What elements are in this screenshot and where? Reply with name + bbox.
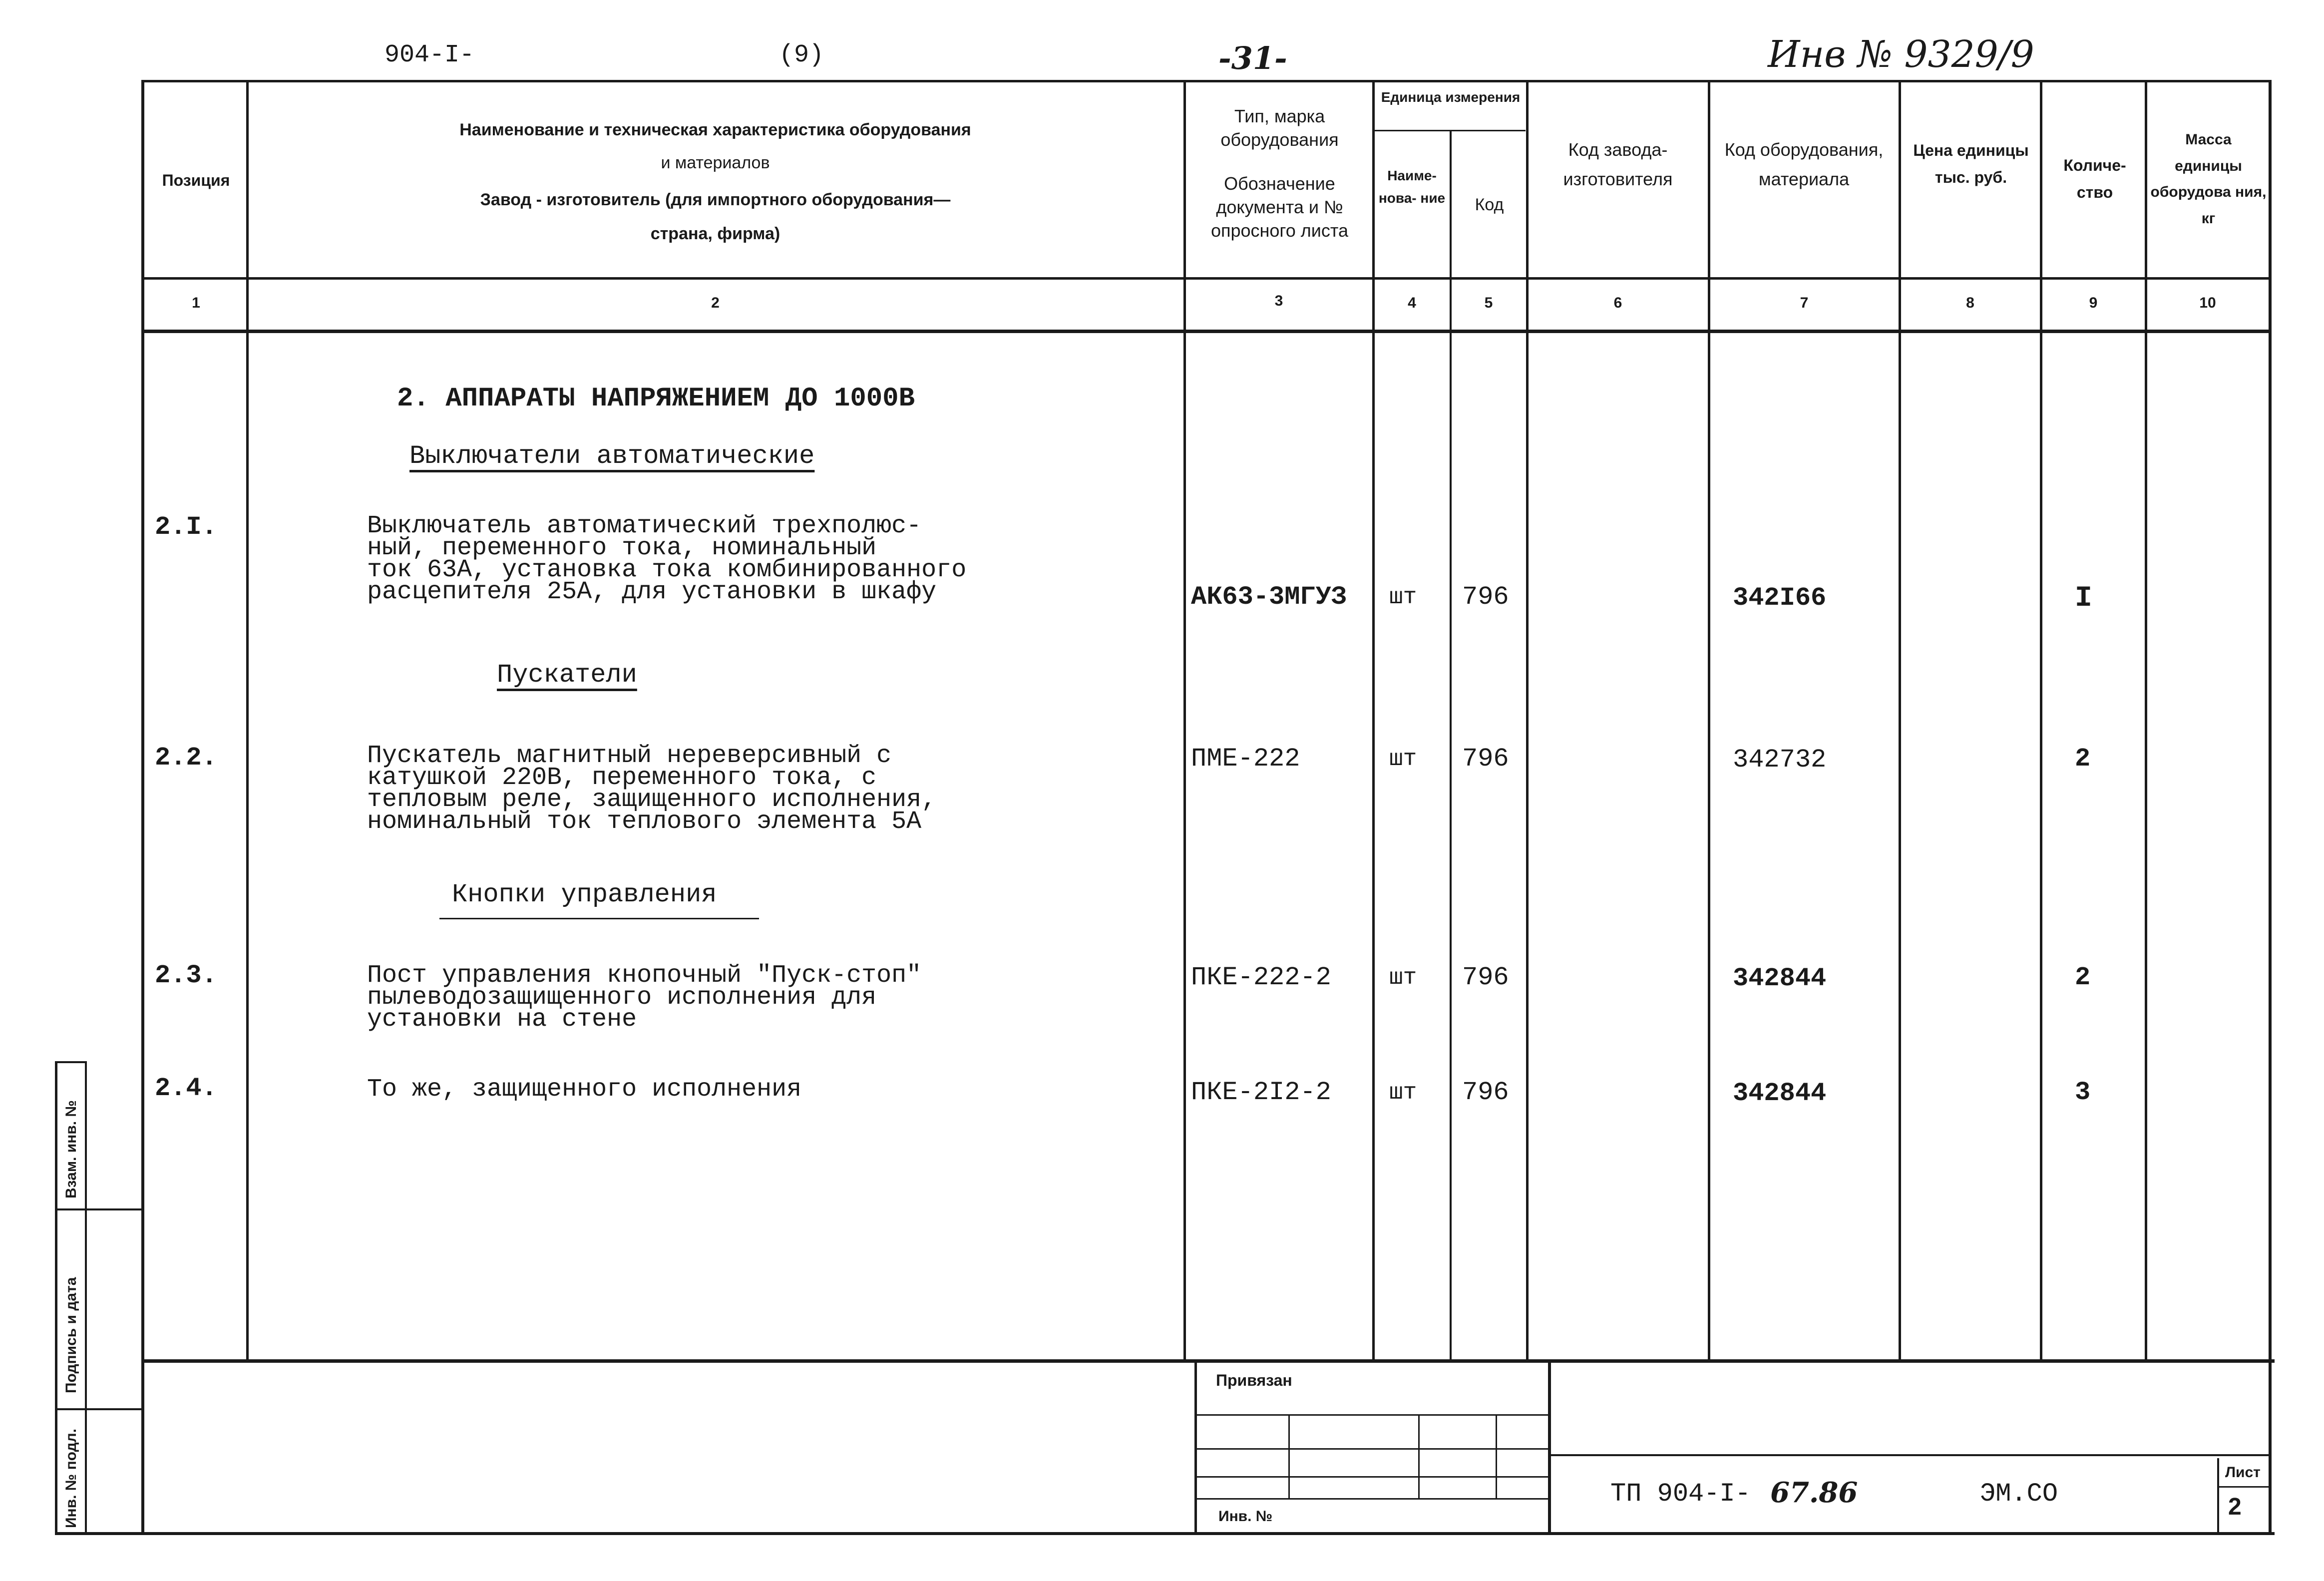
header-unit-group: Единица измерения	[1381, 89, 1521, 105]
col6-divider	[1708, 80, 1710, 1361]
sidebar-inner-border	[85, 1061, 87, 1535]
numbers-bottom-rule	[142, 330, 2270, 333]
header-doc: Обозначение документа и № опросного листа	[1210, 173, 1349, 241]
row-equipment-code: 342I66	[1733, 583, 1827, 613]
subsection-buttons-underline	[439, 918, 759, 919]
row-type: АК63-3МГУЗ	[1191, 582, 1347, 612]
column-number: 3	[1274, 293, 1283, 309]
header-position: Позиция	[162, 171, 230, 189]
col7-divider	[1899, 80, 1901, 1361]
stamp-grid-v2	[1418, 1414, 1420, 1499]
stamp-doc-rule	[1551, 1454, 2270, 1456]
table-left-border	[141, 80, 144, 1534]
column-number: 8	[1966, 295, 1974, 311]
page-number: -31-	[1218, 40, 1287, 76]
row-equipment-code: 342844	[1733, 1079, 1827, 1108]
row-quantity: 3	[2075, 1078, 2091, 1107]
section-title: 2. АППАРАТЫ НАПРЯЖЕНИЕМ ДО 1000В	[397, 384, 915, 414]
doc-mark: ЭМ.СО	[1980, 1479, 2058, 1509]
column-number: 1	[192, 295, 200, 311]
sidebar-left-border	[55, 1061, 57, 1535]
row-equipment-code: 342732	[1733, 745, 1827, 775]
header-name-line4: страна, фирма)	[650, 224, 780, 243]
sidebar-rule-1	[55, 1208, 142, 1210]
row-quantity: I	[2075, 582, 2092, 615]
header-name-line1: Наименование и техническая характеристика оборудования	[459, 120, 971, 139]
header-bottom-rule	[142, 277, 2270, 280]
table-top-border	[142, 80, 2270, 82]
header-price: Цена единицы тыс. руб.	[1913, 141, 2029, 187]
subsection-buttons: Кнопки управления	[452, 880, 717, 909]
row-position: 2.2.	[155, 743, 217, 773]
sidebar-replace-inv: Взам. инв. №	[63, 1100, 79, 1198]
column-number: 10	[2199, 295, 2216, 311]
row-position: 2.3.	[155, 961, 217, 990]
sidebar-signature: Подпись и дата	[63, 1277, 79, 1393]
col1-divider	[246, 80, 249, 1361]
header-type: Тип, марка оборудования	[1220, 106, 1339, 150]
subsection-breakers: Выключатели автоматические	[409, 441, 815, 471]
sheet-box-rule	[2217, 1486, 2270, 1488]
row-unit: шт	[1389, 965, 1417, 991]
subsection-starters: Пускатели	[497, 660, 637, 690]
row-unit: шт	[1389, 584, 1417, 610]
row-position: 2.4.	[155, 1074, 217, 1103]
col9-divider	[2145, 80, 2147, 1361]
header-factory-code: Код завода- изготовителя	[1563, 139, 1673, 190]
doc-code-prefix: ТП 904-I-	[1610, 1479, 1751, 1509]
row-type: ПКЕ-222-2	[1191, 963, 1331, 992]
row-type: ПКЕ-2I2-2	[1191, 1078, 1331, 1107]
row-quantity: 2	[2075, 744, 2091, 774]
column-number: 5	[1484, 295, 1493, 311]
column-number: 7	[1800, 295, 1809, 311]
row-unit-code: 796	[1462, 582, 1509, 612]
header-equipment-code: Код оборудования, материала	[1724, 139, 1884, 190]
row-unit: шт	[1389, 1080, 1417, 1106]
row-description: Пускатель магнитный нереверсивный с катушкой 220В, переменного тока, с тепловым реле, защищенного исполнения, номинальный ток теплового элемента 5А	[367, 742, 937, 836]
stamp-grid-v1	[1288, 1414, 1290, 1499]
sheet-ref: (9)	[779, 41, 824, 69]
row-equipment-code: 342844	[1733, 964, 1827, 993]
sidebar-top	[55, 1061, 86, 1063]
row-description: Выключатель автоматический трехполюс- ный, переменного тока, номинальный ток 63А, установка тока комбинированного расцепителя 25А, для установки в шкафу	[367, 512, 967, 606]
sheet-label: Лист	[2225, 1464, 2261, 1481]
col8-divider	[2040, 80, 2042, 1361]
row-unit-code: 796	[1462, 744, 1509, 774]
col4-divider	[1450, 130, 1452, 1361]
stamp-tied: Привязан	[1216, 1371, 1292, 1389]
row-description: То же, защищенного исполнения	[367, 1075, 802, 1104]
col2-divider	[1183, 80, 1186, 1361]
stamp-divider-left	[1194, 1361, 1197, 1533]
header-unit-code: Код	[1475, 195, 1504, 214]
column-number: 2	[711, 295, 720, 311]
doc-code-handwritten: 67.86	[1770, 1476, 1858, 1509]
frame-bottom-border	[55, 1532, 2275, 1535]
header-quantity: Количе- ство	[2063, 156, 2126, 202]
sheet-number: 2	[2228, 1494, 2242, 1520]
stamp-inv-no: Инв. №	[1218, 1508, 1273, 1525]
header-name-line2: и материалов	[661, 153, 770, 172]
row-unit-code: 796	[1462, 963, 1509, 992]
row-type: ПМЕ-222	[1191, 744, 1300, 774]
stamp-divider-right	[1548, 1361, 1551, 1533]
column-number: 4	[1408, 295, 1416, 311]
col3-divider	[1372, 80, 1375, 1361]
stamp-grid-v3	[1496, 1414, 1497, 1499]
col5-divider	[1526, 80, 1529, 1361]
header-mass: Масса единицы оборудова ния, кг	[2150, 131, 2267, 227]
column-number: 6	[1613, 295, 1622, 311]
row-quantity: 2	[2075, 963, 2091, 992]
header-unit-name: Наиме- нова- ние	[1378, 168, 1446, 206]
table-bottom-rule	[142, 1359, 2275, 1363]
column-number: 9	[2089, 295, 2098, 311]
sidebar-rule-2	[55, 1408, 142, 1410]
inventory-number: Инв № 9329/9	[1768, 33, 2034, 76]
sheet-box-divider	[2217, 1458, 2219, 1533]
sidebar-inv-orig: Инв. № подл.	[63, 1428, 79, 1528]
header-name-line3: Завод - изготовитель (для импортного оборудования—	[480, 190, 951, 209]
row-unit-code: 796	[1462, 1078, 1509, 1107]
row-position: 2.I.	[155, 512, 217, 542]
row-unit: шт	[1389, 746, 1417, 772]
row-description: Пост управления кнопочный "Пуск-стоп" пылеводозащищенного исполнения для установки на стене	[367, 961, 922, 1034]
series-label: 904-I-	[385, 41, 475, 69]
